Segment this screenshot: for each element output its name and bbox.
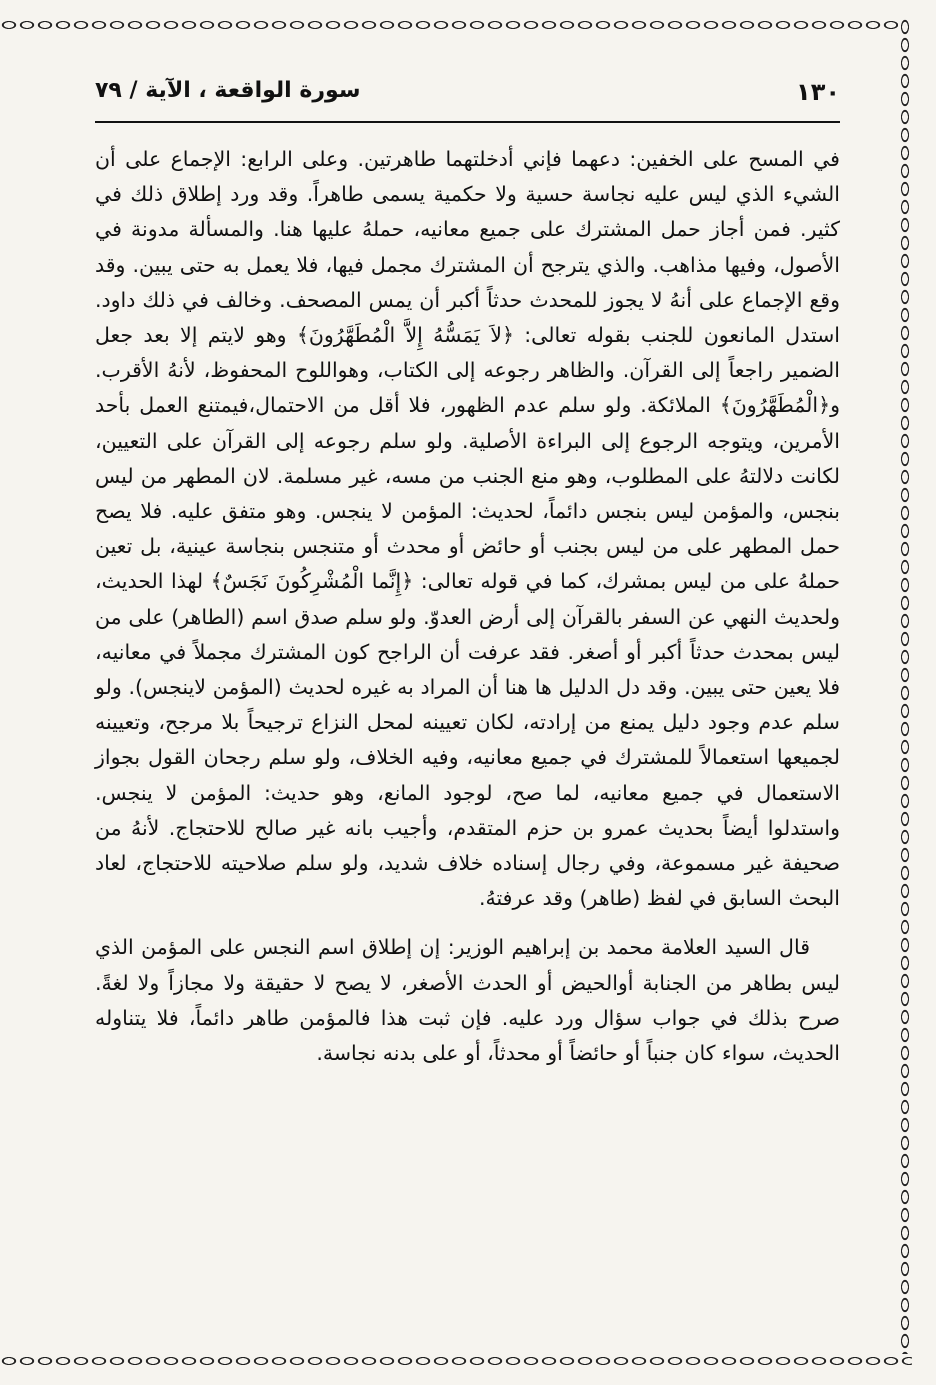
body-text [95, 142, 840, 1071]
page-number: ١٣٠ [796, 78, 840, 106]
chain-border-right [898, 18, 912, 1368]
running-head: سورة الواقعة ، الآية / ٧٩ [95, 78, 361, 103]
paragraph-2: قال السيد العلامة محمد بن إبراهيم الوزير: إن إطلاق اسم النجس على المؤمن الذي ليس بطاهر من الجنابة أوالحيض أو الحدث الأصغر، لا يصح لا حقيقة ولا مجازاً ولا لغةً. صرح بذلك في جواب سؤال ورد عليه. فإن ثبت هذا فالمؤمن طاهر دائماً، فلا يتناوله الحديث، سواء كان جنباً أو حائضاً أو محدثاً، أو على بدنه نجاسة. [95, 935, 840, 1066]
paragraph-1: في المسح على الخفين: دعهما فإني أدخلتهما طاهرتين. وعلى الرابع: الإجماع على أن الشيء الذي ليس عليه نجاسة حسية ولا حكمية يسمى طاهراً. وقد ورد إطلاق ذلك في كثير. فمن أجاز حمل المشترك على جميع معانيه، حملهُ عليها هنا. والمسألة مدونة في الأصول، وفيها مذاهب. والذي يترجح أن المشترك مجمل فيها، فلا يعمل به حتى يبين. وقد وقع الإجماع على أنهُ لا يجوز للمحدث حدثاً أكبر أن يمس المصحف. وخالف في ذلك داود. استدل المانعون للجنب بقوله تعالى: ﴿لاَ يَمَسُّهُ إِلاَّ الْمُطَهَّرُونَ﴾ وهو لايتم إلا بعد جعل الضمير راجعاً إلى القرآن. والظاهر رجوعه إلى الكتاب، وهواللوح المحفوظ، لأنهُ الأقرب. و﴿الْمُطَهَّرُونَ﴾ الملائكة. ولو سلم عدم الظهور، فلا أقل من الاحتمال،فيمتنع العمل بأحد الأمرين، ويتوجه الرجوع إلى البراءة الأصلية. ولو سلم رجوعه إلى القرآن على التعيين، لكانت دلالتهُ على المطلوب، وهو منع الجنب من مسه، غير مسلمة. لان المطهر من ليس بنجس، والمؤمن ليس بنجس دائماً، لحديث: المؤمن لا ينجس. وهو متفق عليه. فلا يصح حمل المطهر على من ليس بجنب أو حائض أو محدث أو متنجس بنجاسة عينية، بل تعين حملهُ على من ليس بمشرك، كما في قوله تعالى: ﴿إِنَّما الْمُشْرِكُونَ نَجَسٌ﴾ لهذا الحديث، ولحديث النهي عن السفر بالقرآن إلى أرض العدوّ. ولو سلم صدق اسم (الطاهر) على من ليس بمحدث حدثاً أكبر أو أصغر. فقد عرفت أن الراجح كون المشترك مجملاً في معانيه، فلا يعين حتى يبين. وقد دل الدليل ها هنا أن المراد به غيره لحديث (المؤمن لاينجس). ولو سلم عدم وجود دليل يمنع من إرادته، لكان تعيينه لمحل النزاع ترجيحاً بلا مرجح، وتعيينه لجميعها استعمالاً للمشترك في جميع معانيه، وفيه الخلاف، ولو سلم رجحان القول بجواز الاستعمال في جميع معانيه، لما صح، لوجود المانع، وهو حديث: المؤمن لا ينجس. واستدلوا أيضاً بحديث عمرو بن حزم المتقدم، وأجيب بانه غير صالح للاحتجاج. لأنهُ من صحيفة غير مسموعة، وفي رجال إسناده خلاف شديد، ولو سلم صلاحيته للاحتجاج، لعاد البحث السابق في لفظ (طاهر) وقد عرفتهُ. [95, 147, 840, 911]
chain-border-top [0, 18, 912, 32]
header-rule [95, 121, 840, 123]
page-header [95, 78, 840, 118]
chain-border-bottom [0, 1354, 912, 1368]
